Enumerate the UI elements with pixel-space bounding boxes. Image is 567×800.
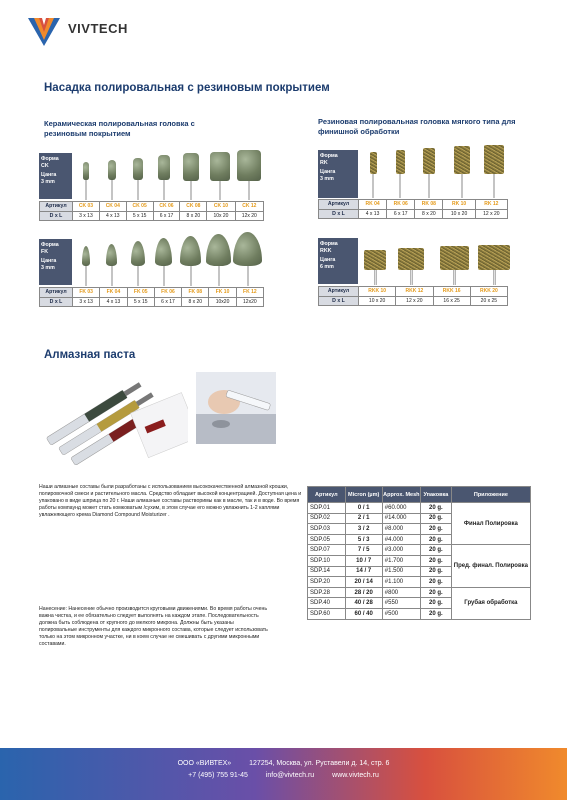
vivtech-logo	[26, 12, 62, 48]
fk-size: 5 x 15	[127, 297, 154, 307]
micron-cell: 10 / 7	[345, 555, 382, 566]
micron-cell: 14 / 7	[345, 566, 382, 577]
pack-cell: 20 g.	[420, 577, 451, 588]
rkk-size: 16 x 25	[433, 296, 470, 306]
footer	[0, 748, 567, 800]
col-header: Артикул	[308, 487, 346, 503]
ck-fk-subtitle: Керамическая полировальная головка с резиновым покрытием	[44, 119, 195, 138]
paste-description: Наши алмазные составы были разработаны с использованием высококачественной алмазной крошки, полировочной смеси и растительного масла. Средство обладает высокой концентрацией. Доступная цена и упаковано в виде шприца по 20 г. Наши алмазные составы растворимы как в масле, так и в воде. Во время работы компаунд может стать комковатым /сухим, в этом случае его можно увлажнить 1-2 каплями увлажняющего крема Diamond Compound Moisturizer .	[39, 484, 302, 518]
micron-cell: 0 / 1	[345, 503, 382, 514]
micron-cell: 28 / 20	[345, 587, 382, 598]
rk-article: RK 12	[475, 200, 507, 210]
rk-size: 4 x 13	[359, 209, 387, 219]
footer-phone[interactable]: +7 (495) 755 91-45	[188, 772, 248, 779]
article-cell: SDP.03	[308, 524, 346, 535]
fk-article: FK 05	[127, 288, 154, 298]
ck-size: 6 x 17	[153, 211, 180, 221]
mesh-cell: #4.000	[382, 534, 420, 545]
application-cell: Финал Полировка	[451, 503, 530, 545]
rk-shape-box: Форма RK Цанга 3 mm	[318, 150, 358, 198]
pack-cell: 20 g.	[420, 503, 451, 514]
col-header: Micron (µm)	[345, 487, 382, 503]
mesh-cell: #60.000	[382, 503, 420, 514]
ck-shape-box: Форма CK Цанга 3 mm	[39, 153, 72, 199]
col-header: Упаковка	[420, 487, 451, 503]
fk-shape-box: Форма FK Цанга 3 mm	[39, 239, 72, 285]
pack-cell: 20 g.	[420, 513, 451, 524]
fk-table: Артикул FK 03 FK 04 FK 05 FK 06 FK 08 FK 10 FK 12 D x L 3 x 13 4 x 13 5 x 15 6 x 17 8 x 20 10x20 12x20	[39, 287, 264, 307]
mesh-cell: #3.000	[382, 545, 420, 556]
diamond-paste-table	[307, 486, 531, 620]
fk-article: FK 10	[209, 288, 236, 298]
fk-size: 8 x 20	[182, 297, 209, 307]
article-cell: SDP.28	[308, 587, 346, 598]
rk-article: RK 10	[443, 200, 475, 210]
fk-article: FK 06	[154, 288, 181, 298]
article-cell: SDP.14	[308, 566, 346, 577]
mesh-cell: #8.000	[382, 524, 420, 535]
ck-size: 12x 20	[235, 211, 263, 221]
rk-size: 6 x 17	[387, 209, 415, 219]
section-title-diamond-paste: Алмазная паста	[44, 349, 136, 361]
article-cell: SDP.20	[308, 577, 346, 588]
ck-article: CK 05	[126, 202, 153, 212]
rkk-shape-box: Форма RKK Цанга 6 mm	[318, 238, 358, 284]
syringes-photo	[38, 372, 188, 467]
table-row	[308, 503, 531, 514]
ck-size: 8 x 20	[180, 211, 207, 221]
brand-name: VIVTECH	[68, 21, 128, 36]
pack-cell: 20 g.	[420, 555, 451, 566]
micron-cell: 2 / 1	[345, 513, 382, 524]
article-cell: SDP.07	[308, 545, 346, 556]
ck-article: CK 03	[73, 202, 100, 212]
ck-size: 4 x 13	[99, 211, 126, 221]
rk-size: 10 x 20	[443, 209, 475, 219]
mesh-cell: #800	[382, 587, 420, 598]
footer-address: 127254, Москва, ул. Руставели д. 14, стр. 6	[249, 760, 390, 767]
mesh-cell: #1.700	[382, 555, 420, 566]
pack-cell: 20 g.	[420, 545, 451, 556]
micron-cell: 3 / 2	[345, 524, 382, 535]
fk-article: FK 08	[182, 288, 209, 298]
rk-size: 8 x 20	[415, 209, 443, 219]
pack-cell: 20 g.	[420, 608, 451, 619]
rk-table: Артикул RK 04 RK 06 RK 08 RK 10 RK 12 D x L 4 x 13 6 x 17 8 x 20 10 x 20 12 x 20	[318, 199, 508, 219]
fk-size: 4 x 13	[100, 297, 127, 307]
rkk-article: RKK 12	[396, 287, 433, 297]
article-cell: SDP.05	[308, 534, 346, 545]
fk-article: FK 04	[100, 288, 127, 298]
pack-cell: 20 g.	[420, 587, 451, 598]
article-cell: SDP.40	[308, 598, 346, 609]
rkk-article: RKK 20	[470, 287, 507, 297]
application-cell: Грубая обработка	[451, 587, 530, 619]
mesh-cell: #550	[382, 598, 420, 609]
rkk-article: RKK 10	[359, 287, 396, 297]
section-title-polishing: Насадка полировальная с резиновым покрытием	[44, 82, 330, 94]
micron-cell: 20 / 14	[345, 577, 382, 588]
fk-size: 12x20	[236, 297, 263, 307]
rk-article: RK 06	[387, 200, 415, 210]
article-cell: SDP.01	[308, 503, 346, 514]
rkk-table: Артикул RKK 10 RKK 12 RKK 16 RKK 20 D x L 10 x 20 12 x 20 16 x 25 20 x 25	[318, 286, 508, 306]
fk-size: 6 x 17	[154, 297, 181, 307]
rkk-size: 10 x 20	[359, 296, 396, 306]
paste-application: Нанесение: Нанесение обычно производится круговыми движениями. Во время работы очень важна чистка, и ее обязательно следует выполнять на каждом этапе. Последовательность должна быть соблюдена от крупного до мелкого микрона. Должны быть указаны полировальные инструменты для каждого микронного состава, которые следует использовать только на этом микронном участке, ни в коем случае не смешивать с другими микронными составами.	[39, 606, 268, 647]
micron-cell: 60 / 40	[345, 608, 382, 619]
ck-size: 3 x 13	[73, 211, 100, 221]
table-row	[308, 545, 531, 556]
rkk-article: RKK 16	[433, 287, 470, 297]
fk-size: 10x20	[209, 297, 236, 307]
rk-article: RK 04	[359, 200, 387, 210]
rk-article: RK 08	[415, 200, 443, 210]
rk-subtitle: Резиновая полировальная головка мягкого типа для финишной обработки	[318, 117, 516, 136]
ck-size: 10x 20	[207, 211, 235, 221]
footer-email[interactable]: info@vivtech.ru	[265, 772, 315, 779]
ck-size: 5 x 15	[126, 211, 153, 221]
article-cell: SDP.02	[308, 513, 346, 524]
col-header: Approx. Mesh	[382, 487, 420, 503]
footer-site[interactable]: www.vivtech.ru	[332, 772, 379, 779]
ck-article: CK 04	[99, 202, 126, 212]
table-row	[308, 587, 531, 598]
ck-article: CK 08	[180, 202, 207, 212]
rk-size: 12 x 20	[475, 209, 507, 219]
paste-usage-photo	[196, 372, 276, 444]
application-cell: Пред. финал. Полировка	[451, 545, 530, 587]
col-header: Приложение	[451, 487, 530, 503]
pack-cell: 20 g.	[420, 566, 451, 577]
ck-article: CK 06	[153, 202, 180, 212]
rkk-size: 12 x 20	[396, 296, 433, 306]
mesh-cell: #14.000	[382, 513, 420, 524]
ck-table: Артикул CK 03 CK 04 CK 05 CK 06 CK 08 CK 10 CK 12 D x L 3 x 13 4 x 13 5 x 15 6 x 17 8 x 20 10x 20 12x 20	[39, 201, 264, 221]
article-cell: SDP.60	[308, 608, 346, 619]
fk-article: FK 12	[236, 288, 263, 298]
footer-company: ООО «ВИВТЕХ»	[177, 760, 232, 767]
mesh-cell: #500	[382, 608, 420, 619]
pack-cell: 20 g.	[420, 524, 451, 535]
pack-cell: 20 g.	[420, 598, 451, 609]
mesh-cell: #1.500	[382, 566, 420, 577]
fk-size: 3 x 13	[73, 297, 100, 307]
rkk-size: 20 x 25	[470, 296, 507, 306]
micron-cell: 5 / 3	[345, 534, 382, 545]
ck-article: CK 12	[235, 202, 263, 212]
ck-article: CK 10	[207, 202, 235, 212]
mesh-cell: #1.100	[382, 577, 420, 588]
micron-cell: 7 / 5	[345, 545, 382, 556]
fk-article: FK 03	[73, 288, 100, 298]
pack-cell: 20 g.	[420, 534, 451, 545]
article-cell: SDP.10	[308, 555, 346, 566]
micron-cell: 40 / 28	[345, 598, 382, 609]
